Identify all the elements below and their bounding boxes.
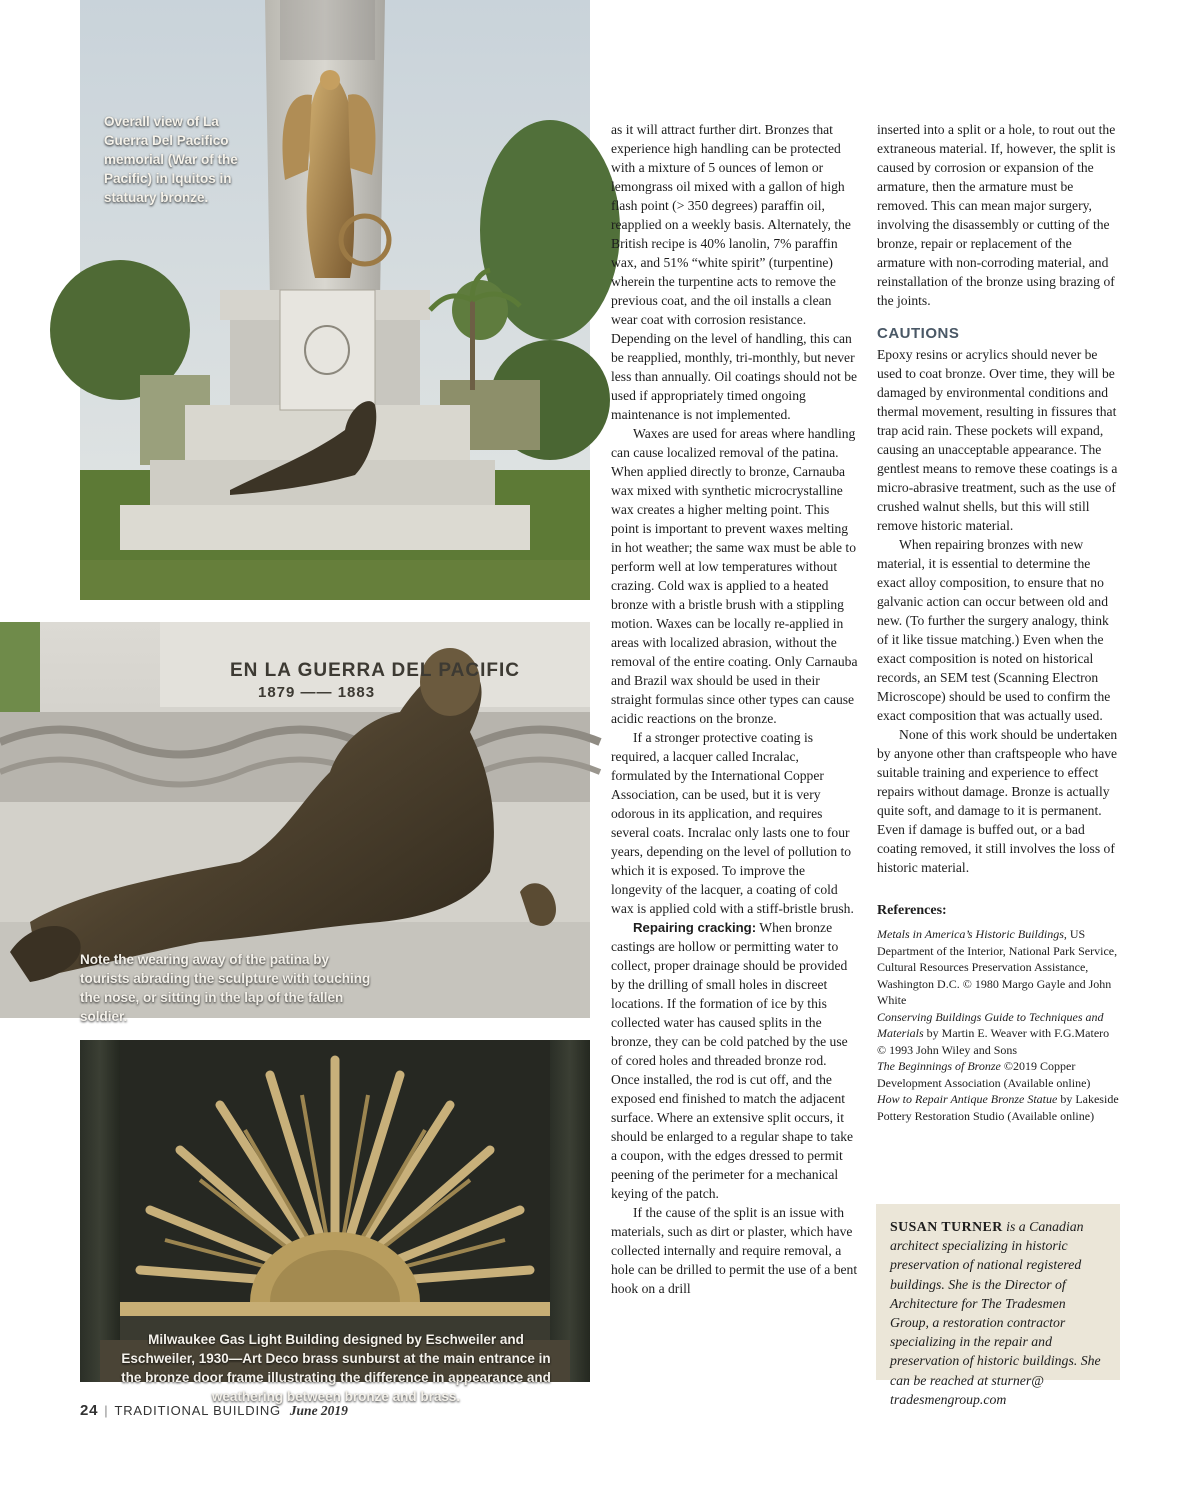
col2-paragraph-3: When repairing bronzes with new material, it is essential to determine the exact alloy composition, to ensure that no galvanic action can occur between old and new. (To further the surgery analogy, think of it like tissue matching.) Even when the exact composition is noted on historical records, an SEM test (Scanning Electron Microscope) should be used to confirm the exact composition that was actually used. (877, 537, 1111, 723)
sunburst-caption: Milwaukee Gas Light Building designed by Eschweiler and Eschweiler, 1930—Art Deco brass sunburst at the main entrance in the bronze door frame illustrating the difference in appearance and weathering between bronze and brass. (121, 1332, 551, 1404)
col1-paragraph-3: If a stronger protective coating is required, a lacquer called Incralac, formulated by the International Copper Association, can be used, but it is very odorous in its application, and requires several coats. Incralac only lasts one to four years, depending on the level of pollution to which it is exposed. To improve the longevity of the lacquer, a coating of cold wax is applied cold with a stiff-bristle brush. (611, 730, 854, 916)
col1-paragraph-4 (611, 918, 858, 1203)
reference-title: Conserving Buildings Guide to Techniques and Materials (877, 1009, 1104, 1040)
footer-separator: | (104, 1403, 109, 1418)
references-heading: References: (877, 903, 947, 918)
soldier-caption: Note the wearing away of the patina by tourists abrading the sculpture with touching the nose, or sitting in the lap of the fallen soldier. (80, 952, 371, 1024)
col2-paragraph-4: None of this work should be undertaken by anyone other than craftspeople who have suitable training and experience to effect repairs without damage. Bronze is actually quite soft, and damage to it is permanent. Even if damage is buffed out, or a bad coating removed, it still involves the loss of historic material. (877, 727, 1118, 875)
repairing-cracking-heading: Repairing cracking: (633, 920, 757, 935)
reference-details: by Martin E. Weaver with F.G.Matero © 1993 John Wiley and Sons (877, 1026, 1110, 1057)
memorial-photo (80, 0, 590, 600)
soldier-inscription-line2: 1879 —— 1883 (258, 684, 376, 701)
author-bio-text: is a Canadian architect specializing in historic preservation of national registered buildings. She is the Director of Architecture for The Tradesmen Group, a restoration contractor specializing in the repair and preservation of historic buildings. She can be reached at sturner@ tradesmengroup.com (890, 1219, 1101, 1407)
reference-details: by Lakeside Pottery Restoration Studio (Available online) (877, 1092, 1119, 1123)
memorial-caption: Overall view of La Guerra Del Pacifico memorial (War of the Pacific) in Iquitos in statuary bronze. (104, 114, 238, 205)
col1-paragraph-5: If the cause of the split is an issue with materials, such as dirt or plaster, which have collected internally and require removal, a hole can be drilled to permit the use of a bent hook on a drill (611, 1205, 858, 1296)
text-column-2 (877, 120, 1120, 1124)
soldier-inscription (230, 660, 590, 701)
sunburst-photo (80, 1040, 590, 1404)
author-name: SUSAN TURNER (890, 1219, 1003, 1234)
reference-title: The Beginnings of Bronze (877, 1059, 1001, 1073)
col2-paragraph-2: Epoxy resins or acrylics should never be used to coat bronze. Over time, they will be damaged by environmental conditions and thermal movement, resulting in fissures that trap acid rain. These pockets will expand, causing an unacceptable appearance. The gentlest means to remove these coatings is a micro-abrasive treatment, such as the use of crushed walnut shells, but this will still remove historic material. (877, 347, 1118, 533)
reference-item (877, 1009, 1120, 1059)
page-footer (80, 1402, 348, 1419)
col1-paragraph-1: as it will attract further dirt. Bronzes that experience high handling can be protected with a mixture of 5 ounces of lemon or lemongrass oil mixed with a gallon of high flash point (> 350 degrees) paraffin oil, reapplied on a weekly basis. Alternately, the British recipe is 40% lanolin, 7% paraffin wax, and 51% “white spirit” (turpentine) wherein the turpentine acts to remove the previous coat, and the oil installs a clean wear coat with corrosion resistance. Depending on the level of handling, this can be reapplied, monthly, tri-monthly, but never less than annually. Oil coatings should not be used if appropriately timed ongoing maintenance is not implemented. (611, 122, 858, 422)
text-column-1 (611, 120, 858, 1298)
magazine-name: TRADITIONAL BUILDING (114, 1403, 281, 1418)
references-list (877, 926, 1120, 1124)
issue-date: June 2019 (289, 1403, 348, 1418)
reference-details: , US Department of the Interior, National Park Service, Cultural Resources Preservation Assistance, Washington D.C. © 1980 Margo Gayle and John White (877, 927, 1118, 1007)
reference-title: How to Repair Antique Bronze Statue (877, 1092, 1058, 1106)
reference-item (877, 1058, 1120, 1091)
reference-item (877, 1091, 1120, 1124)
author-bio-box (876, 1204, 1120, 1407)
col1-paragraph-4-body: When bronze castings are hollow or permitting water to collect, proper drainage should be provided by the drilling of small holes in discreet locations. If the formation of ice by this collected water has caused splits in the bronze, they can be cold patched by the use of cored holes and threaded bronze rod. Once installed, the rod is cut off, and the exposed end finished to match the adjacent surface. Where an extensive split occurs, it should be enlarged to a regular shape to take a coupon, with the edges dressed to permit peening of the perimeter for a mechanical keying of the patch. (611, 920, 854, 1201)
cautions-heading: CAUTIONS (877, 325, 960, 342)
col1-paragraph-2: Waxes are used for areas where handling can cause localized removal of the patina. When applied directly to bronze, Carnauba wax mixed with synthetic microcrystalline wax creates a higher melting point. This point is important to prevent waxes melting in hot weather; the same wax must be able to perform well at low temperatures without crazing. Cold wax is applied to a heated bronze with a bristle brush with a stippling motion. Waxes can be locally re-applied in areas with localized abrasion, without the removal of the entire coating. Only Carnauba and Brazil wax should be used in their straight formulas since other types can cause acidic reactions on the bronze. (611, 426, 858, 726)
page-number: 24 (80, 1402, 99, 1419)
memorial-photo-art (80, 0, 590, 600)
reference-title: Metals in America’s Historic Buildings (877, 927, 1064, 941)
soldier-photo (0, 622, 590, 1024)
reference-item (877, 926, 1120, 1009)
soldier-inscription-line1: EN LA GUERRA DEL PACIFIC (230, 660, 521, 681)
col2-paragraph-1: inserted into a split or a hole, to rout out the extraneous material. If, however, the split is caused by corrosion or expansion of the armature, then the armature must be removed. This can mean major surgery, involving the disassembly or cutting of the bronze, repair or replacement of the armature with non-corroding material, and reinstallation of the bronze using brazing of the joints. (877, 122, 1116, 308)
reference-details: ©2019 Copper Development Association (Available online) (877, 1059, 1091, 1090)
